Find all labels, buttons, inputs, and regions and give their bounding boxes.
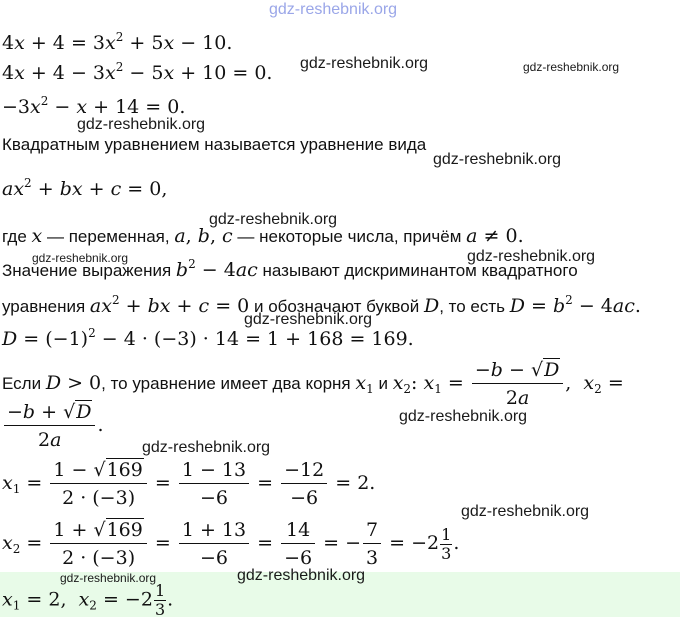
watermark: gdz-reshebnik.org (523, 60, 620, 74)
root2-formula: $\frac{-b + √D}{2a}$ . (2, 400, 103, 447)
roots-formula-line: Если D > 0, то уравнение имеет два корня $x_1$ и $x_2$: $x_1$ = $\frac{-b - √D}{2a}$ , $x_2$ = (2, 359, 624, 409)
variables-description: где x — переменная, a, b, c — некоторые числа, причём a ≠ 0. (2, 225, 524, 247)
discriminant-definition: Значение выражения $b^2 - 4ac$ называют дискриминантом квадратного (2, 257, 578, 281)
watermark: gdz-reshebnik.org (433, 151, 562, 168)
discriminant-formula-line: уравнения $ax^2$ + bx + c = 0 и обозначают буквой D, то есть $D = b^2 - 4ac$. (2, 293, 641, 317)
general-form-equation: $ax^2$ + bx + c = 0, (2, 176, 168, 200)
x1-computation: $x_1$ = $\frac{1 - √169}{2 \cdot (-3)}$ = $\frac{1 - 13}{-6}$ = $\frac{-12}{-6}$ = 2. (2, 459, 376, 509)
watermark: gdz-reshebnik.org (399, 408, 528, 425)
watermark: gdz-reshebnik.org (461, 503, 590, 520)
definition-text: Квадратным уравнением называется уравнение вида (2, 135, 427, 154)
watermark: gdz-reshebnik.org (77, 116, 206, 133)
x2-computation: $x_2$ = $\frac{1 + √169}{2 \cdot (-3)}$ = $\frac{1 + 13}{-6}$ = $\frac{14}{-6}$ = − $\frac{7}{3}$ = −2 $\frac{1}{3}$ . (2, 519, 460, 569)
watermark: gdz-reshebnik.org (244, 311, 373, 328)
root2-formula-row (0, 400, 680, 447)
discriminant-calculation: $D = (-1)^2 - 4 \cdot (-3) \cdot 14 = 1 + 168 = 169$. (2, 326, 414, 350)
root2-formula-fraction: $\frac{-b + √D}{2a}$ (4, 400, 95, 447)
watermark: gdz-reshebnik.org (60, 571, 157, 585)
watermark: gdz-reshebnik.org (237, 567, 366, 584)
watermark: gdz-reshebnik.org (142, 439, 271, 456)
watermark: gdz-reshebnik.org (209, 211, 338, 228)
equation-line-2: $4x + 4 - 3x^2 - 5x + 10 = 0$. (2, 60, 273, 84)
answer-text: $x_1 = 2$, $x_2 = -2$ $\frac{1}{3}$ . (2, 581, 174, 617)
root1-formula-fraction: $\frac{-b - √D}{2a}$ (472, 358, 563, 410)
watermark: gdz-reshebnik.org (467, 248, 596, 265)
watermark: gdz-reshebnik.org (300, 55, 429, 72)
watermark-top: gdz-reshebnik.org (269, 1, 398, 18)
watermark: gdz-reshebnik.org (32, 251, 129, 265)
equation-line-3: $-3x^2 - x + 14 = 0$. (2, 94, 186, 118)
equation-line-1: $4x + 4 = 3x^2 + 5x - 10$. (2, 30, 233, 54)
